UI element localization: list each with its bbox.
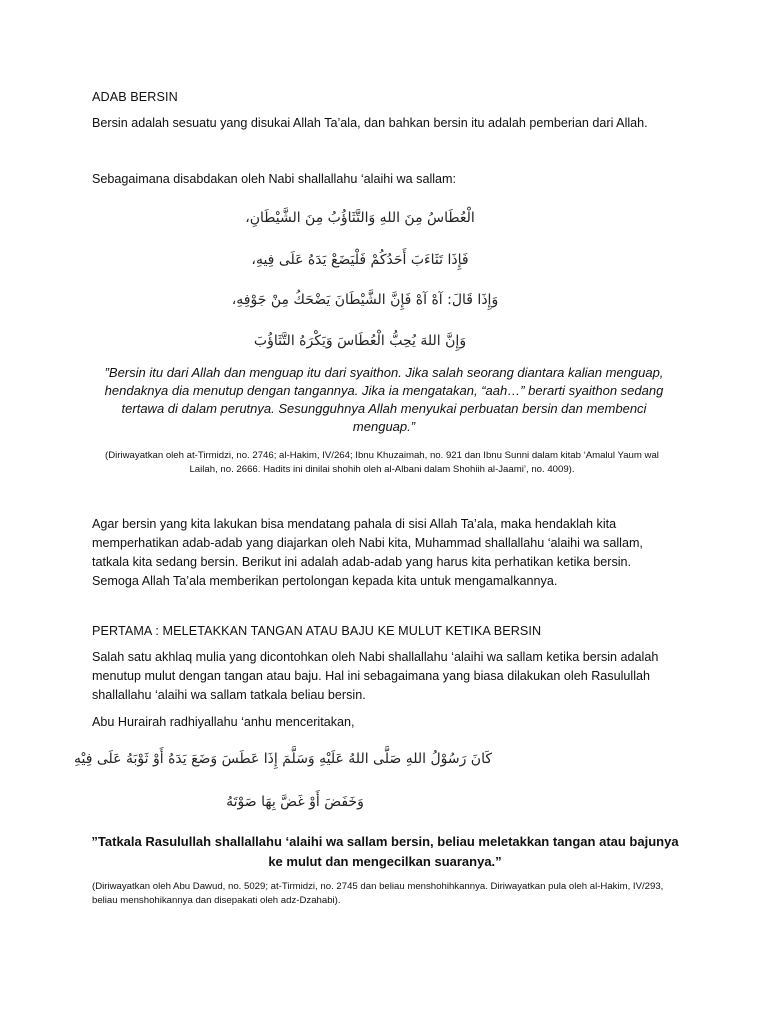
hadith1-arabic-line-3: وَإِذَا قَالَ: آهْ آهْ فَإِنَّ الشَّيْطَانَ يَضْحَكُ مِنْ جَوْفِهِ، <box>231 292 499 308</box>
intro-paragraph: Bersin adalah sesuatu yang disukai Allah Ta’ala, dan bahkan bersin itu adalah pemberian dari Allah. <box>92 116 648 130</box>
hadith1-arabic-line-1: الْعُطَاسُ مِنَ اللهِ وَالتَّثَاؤُبُ مِنَ الشَّيْطَانِ، <box>245 210 475 226</box>
hadith2-arabic-line-2: وَخَفَضَ أَوْ غَضَّ بِهَا صَوْتَهُ <box>226 794 364 810</box>
paragraph-adab-intro: Agar bersin yang kita lakukan bisa mendatang pahala di sisi Allah Ta’ala, maka hendaklah kita memperhatikan adab-adab yang diajarkan oleh Nabi kita, Muhammad shallallahu ‘alaihi wa sallam, tatkala kita sedang bersin. Berikut ini adalah adab-adab yang harus kita perhatikan ketika bersin. Semoga Allah Ta’ala memberikan pertolongan kepada kita untuk mengamalkannya. <box>92 517 643 588</box>
hadith2-arabic-line-1: كَانَ رَسُوْلُ اللهِ صَلَّى اللهُ عَلَيْهِ وَسَلَّمَ إِذَا عَطَسَ وَضَعَ يَدَهُ أَوْ ثَوْبَهُ عَلَى فِيْهِ <box>74 751 492 767</box>
lead-paragraph: Sebagaimana disabdakan oleh Nabi shallallahu ‘alaihi wa sallam: <box>92 172 457 186</box>
hadith1-arabic-line-2: فَإِذَا تَثَاءَبَ أَحَدُكُمْ فَلْيَضَعْ يَدَهُ عَلَى فِيهِ، <box>251 252 469 268</box>
document-title: ADAB BERSIN <box>92 90 178 104</box>
section-1-narrator: Abu Hurairah radhiyallahu ‘anhu menceritakan, <box>92 715 355 729</box>
hadith2-reference: (Diriwayatkan oleh Abu Dawud, no. 5029; at-Tirmidzi, no. 2745 dan beliau menshohihkannya. Diriwayatkan pula oleh al-Hakim, IV/293, beliau menshohikannya dan disepakati oleh adz-Dzahabi). <box>92 881 664 906</box>
section-1-body: Salah satu akhlaq mulia yang dicontohkan oleh Nabi shallallahu ‘alaihi wa sallam ketika bersin adalah menutup mulut dengan tangan atau baju. Hal ini sebagaimana yang biasa dilakukan oleh Rasulullah shallallahu ‘alaihi wa sallam tatkala beliau bersin. <box>92 650 659 702</box>
section-1-heading: PERTAMA : MELETAKKAN TANGAN ATAU BAJU KE MULUT KETIKA BERSIN <box>92 624 542 638</box>
hadith1-arabic-line-4: وَإِنَّ اللهَ يُحِبُّ الْعُطَاسَ وَيَكْرَهُ التَّثَاؤُبَ <box>253 333 467 349</box>
hadith1-translation: ”Bersin itu dari Allah dan menguap itu dari syaithon. Jika salah seorang diantara kalian menguap, hendaknya dia menutup dengan tangannya. Jika ia mengatakan, “aah…” berarti syaithon sedang tertawa di dalam perutnya. Sesungguhnya Allah menyukai perbuatan bersin dan membenci menguap.” <box>104 365 664 434</box>
hadith2-translation: ”Tatkala Rasulullah shallallahu ‘alaihi wa sallam bersin, beliau meletakkan tangan atau bajunya ke mulut dan mengecilkan suaranya.” <box>91 834 679 869</box>
hadith1-reference: (Diriwayatkan oleh at-Tirmidzi, no. 2746; al-Hakim, IV/264; Ibnu Khuzaimah, no. 921 dan Ibnu Sunni dalam kitab ‘Amalul Yaum wal Lailah, no. 2666. Hadits ini dinilai shohih oleh al-Albani dalam Shohiih al-Jaami’, no. 4009). <box>105 450 659 475</box>
